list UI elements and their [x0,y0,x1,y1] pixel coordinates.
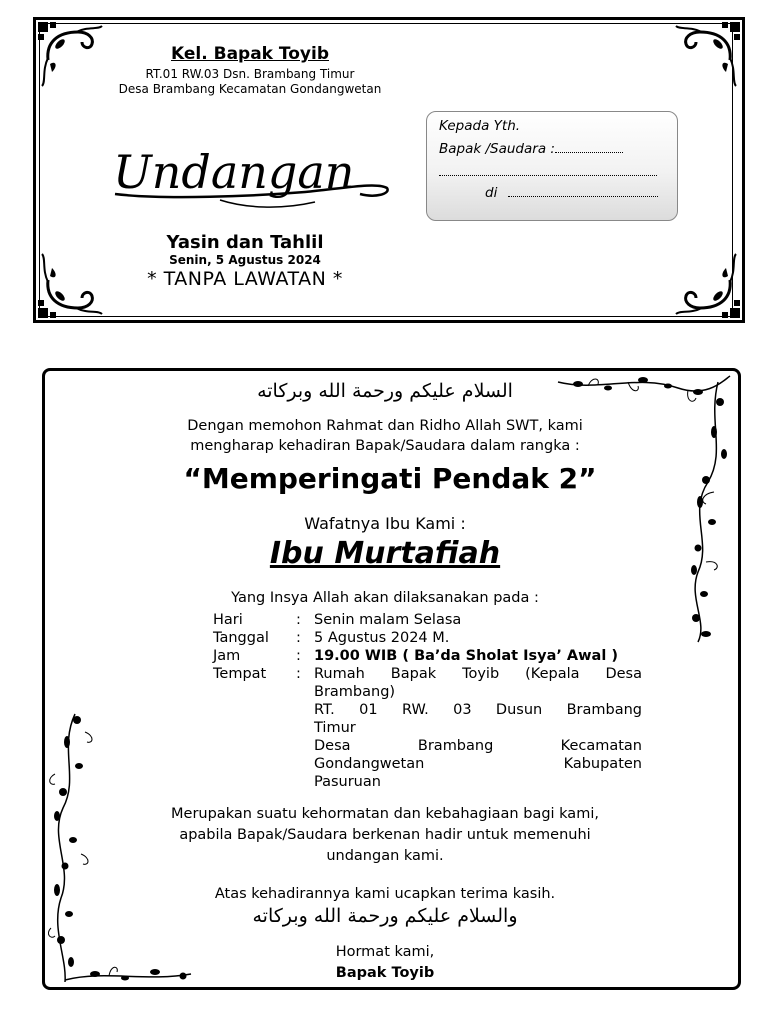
place-line: Pasuruan [314,774,381,790]
event-title: Yasin dan Tahlil [166,232,324,253]
undangan-script-title [105,138,395,218]
salam-closing: والسلام عليكم ورحمة الله وبركاته [252,905,518,927]
corner-ornament-icon [670,20,742,92]
date-value: 5 Agustus 2024 M. [314,630,450,646]
undangan-script-text: Undangan [113,145,355,199]
day-colon: : [296,612,301,628]
day-label: Hari [213,612,243,628]
closing-line3: undangan kami. [326,848,444,864]
place-line: Timur [314,720,356,736]
salam-opening: السلام عليكم ورحمة الله وبركاته [257,380,513,402]
day-value: Senin malam Selasa [314,612,462,628]
closing-line1: Merupakan suatu kehormatan dan kebahagiaan bagi kami, [171,806,599,822]
recipient-address-box [426,111,678,221]
time-value: 19.00 WIB ( Ba’da Sholat Isya’ Awal ) [314,648,618,664]
place-line: Rumah Bapak Toyib (Kepala Desa [314,666,642,682]
opening-line2: mengharap kehadiran Bapak/Saudara dalam rangka : [190,438,580,454]
place-line: Desa Brambang Kecamatan [314,738,642,754]
time-label: Jam [213,648,241,664]
time-colon: : [296,648,301,664]
event-note: * TANPA LAWATAN * [147,268,343,290]
regards-text: Hormat kami, [335,944,435,960]
recipient-address-blank[interactable] [439,165,657,176]
family-name: Kel. Bapak Toyib [171,44,329,64]
opening-line1: Dengan memohon Rahmat dan Ridho Allah SWT, kami [187,418,583,434]
signer-name: Bapak Toyib [335,965,435,981]
recipient-name-blank[interactable] [555,142,623,153]
floral-vine-icon [548,372,736,648]
event-date: Senin, 5 Agustus 2024 [169,253,321,267]
recipient-location-label: di [485,185,498,201]
recipient-location-blank[interactable] [508,186,658,197]
deceased-name: Ibu Murtafiah [269,536,501,571]
recipient-location-row [485,185,658,201]
thanks-text: Atas kehadirannya kami ucapkan terima kasih. [214,886,556,902]
deceased-intro: Wafatnya Ibu Kami : [304,514,466,533]
recipient-salutation-row [439,141,623,157]
place-colon: : [296,666,301,682]
place-line: RT. 01 RW. 03 Dusun Brambang [314,702,642,718]
recipient-to: Kepada Yth. [439,118,521,134]
script-flourish-icon [220,200,315,207]
date-colon: : [296,630,301,646]
recipient-blank-row [439,164,657,180]
closing-line2: apabila Bapak/Saudara berkenan hadir untuk memenuhi [179,827,591,843]
held-on-text: Yang Insya Allah akan dilaksanakan pada : [231,590,539,606]
sender-address-line2: Desa Brambang Kecamatan Gondangwetan [118,82,382,96]
place-line: Brambang) [314,684,396,700]
place-label: Tempat [213,666,267,682]
corner-ornament-icon [670,248,742,320]
main-title: “Memperingati Pendak 2” [183,462,597,495]
place-line: Gondangwetan Kabupaten [314,756,642,772]
date-label: Tanggal [213,630,269,646]
sender-address-line1: RT.01 RW.03 Dsn. Brambang Timur [145,67,355,81]
recipient-salutation: Bapak /Saudara : [439,141,555,157]
